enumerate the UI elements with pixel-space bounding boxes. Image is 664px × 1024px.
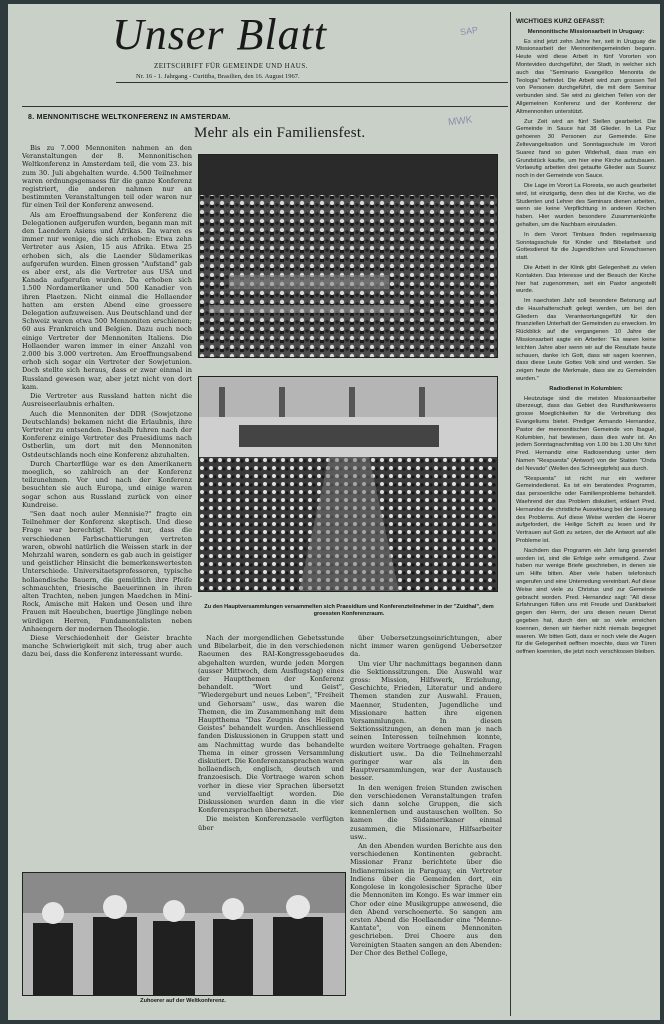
paragraph: Durch Charterflüge war es den Amerikanern moeglich, so zahlreich an der Konferenz teilzunehmen. Vor und nach der Konferenz besuchten sie auch Europa, und einige waren sogar schon aus Russland zurück von einer Kundreise. <box>22 459 192 509</box>
paragraph: Diese Verschiedenheit der Geister brachte manche Schwierigkeit mit sich, trug aber auch dazu bei, dass die Konferenz interessant wurde. <box>22 633 192 659</box>
sidebar-paragraph: Es sind jetzt zehn Jahre her, seit in Uruguay die Missionsarbeit der Mennonitengemeinden begann. Heute wird diese Arbeit in fünf Vororten von Montevideo durchgeführt, der Stadt, in welcher sich auch das "Seminario Evangélico Menonita de Teologia" befindet. Die Arbeit wird zum grossen Teil von Personen durchgeführt, die mit dem Seminar verbunden sind. Sie wird zu gleichen Teilen von der Allgemeinen Konferenz und der Konferenz der Altmennoniten unterstützt. <box>516 38 656 115</box>
article-headline: Mehr als ein Familiensfest. <box>194 125 366 141</box>
sidebar-section-title: Radiodienst in Kolumbien: <box>549 385 623 392</box>
paragraph: "Sen daat noch auler Mennisie?" fragte ein Teilnehmer der Konferenz skeptisch. Und diese Frage war berechtigt. Nicht nur, dass die verschiedenen Farbschattierungen vertreten waren, obwohl natürlich die Weissen stark in der Mehrzahl waren, sondern es gab auch in geistiger und geistlicher Hinsicht die bemerkenswertesten Unterschiede. Universitaetsprofessoren, typische hollaendische Bauern, die gemütlich ihre Pfeife schmauchten, friesische Baeuerinnen in ihren alten Trachten, neben jungen Maedchen in Mini-Rock, Amische mit Haken und Oesen und ihre Frauen mit Haeubchen, buertige Jünglinge neben würdigen Herren, Fundamentalisten neben Anhaengern der modernen Theologie. <box>22 509 192 633</box>
masthead-rule <box>116 82 508 83</box>
mwk-stamp: MWK <box>447 114 473 129</box>
paragraph: Als am Eroeffnungsabend der Konferenz die Delegationen aufgerufen wurden, begann man mit den Laendern Asiens und Afrikas. Da waren es immer nur wenige, die sich erhoben: Etwa zehn Vertreter aus Asien, 15 aus Afrika. Etwa 25 erhoben sich, als die Laender Südamerikas aufgerufen wurden. Einen grossen "Aufstand" gab es aber erst, als die Vertreter aus USA und Kanada aufgerufen wurden. Da erhoben sich 1.500 Nordamerikaner und 500 Kanadier von ihren Plaetzen. Nicht einmal die Hollaender hatten am ersten Abend eine groessere Delegation aufzuweisen. Aus Deutschland und der Schweiz waren etwa 500 Mennoniten erschienen; 60 aus Frankreich und Belgien. Dazu auch noch einige Vertreter der Mennoniten Italiens. Die Hollaender waren immer in einer Anzahl von 2.000 bis 3.000 vertreten. Am Eroeffnungsabend erhob sich sogar ein Vertreter der Sowjetunion. Doch stellte sich heraus, dass er zwar einmal in Russland gewesen war, aber jetzt nicht von dort kam. <box>22 210 192 391</box>
sidebar-section-title: Mennonitische Missionsarbeit in Uruguay: <box>527 28 645 35</box>
listeners-caption: Zuhoerer auf der Weltkonferenz. <box>140 998 226 1004</box>
article-column-3 <box>350 634 502 1014</box>
newspaper-page <box>8 4 660 1020</box>
sidebar-paragraph: Heutzutage sind die meisten Missionsarbeiter überzeugt, dass das Gebiet des Rundfunkwesens grosse Moeglichkeiten für die Verbreitung des Evangeliums bietet. Prediger Armando Hernandez, Pastor der mennonitischen Gemeinde von Ibagué, Kolumbien, hat bewiesen, dass dies wahr ist. An jedem Sonntagnachmittag von 1.00 bis 1.30 Uhr führt Pred. Hernandiz eine Radiosendung unter dem Namen "Respuesta" (Antwort) von der Station "Onda del Nevado" (Wellen des Schneegipfels) aus durch. <box>516 395 656 472</box>
column-divider <box>510 12 511 1016</box>
paragraph: über Uebersetzungseinrichtungen, aber nicht immer waren genügend Uebersetzer da. <box>350 634 502 659</box>
article-column-1 <box>22 144 192 864</box>
paragraph: Bis zu 7.000 Mennoniten nahmen an den Veranstaltungen der 8. Mennonitischen Weltkonferenz in Amsterdam teil, die vom 23. bis zum 30. Juli abgehalten wurde. 4.500 Teilnehmer waren ordnungsgemaess für die ganze Konferenz registriert, die anderen nahmen nur an bestimmten Veranstaltungen teil oder waren nur für einen Teil der Konferenz anwesend. <box>22 144 192 210</box>
sidebar-header: WICHTIGES KURZ GEFASST: <box>516 18 605 25</box>
zuidhal-image <box>199 377 497 591</box>
sidebar-paragraph: Nachdem das Programm ein Jahr lang gesendet worden ist, sind die Erfolge sehr ermutigend. Zwar haben nur wenige Briefe geschrieben, in denen sie um Hilfe bitten. Aber viele haben telefonisch angerufen und eine Unterredung vereinbart. Auf diese Weise sind viele zu Christus und zur Gemeinde gebracht worden. Pred. Hernandez sagt: "All diese Erfahrungen füllen uns mit Freude und Dankbarkeit gegen den Herrn, der uns diesen neuen Dienst gegeben hat, durch den wir so viele erreichen koennen, denen wir hierher nicht niemals begegnet waeren. Wir bitten Gott, dass er noch viele die Augen für die Gelegenheit oeffnen moechte, dass wir Türen oeffnen koennten, die jetzt noch verschlossen bleiben. <box>516 547 656 656</box>
masthead-title: Unser Blatt <box>112 10 328 59</box>
paragraph: Um vier Uhr nachmittags begannen dann die Sektionssitzungen. Die Auswahl war gross: Mission, Hilfswerk, Erziehung, Geschichte, Frieden, Literatur und andere Themen standen zur Auswahl. Frauen, Maenner, Studenten, Jugendliche und Missionare hatten ihre eigenen Versammlungen. In diesen Sektionssitzungen, an denen man je nach seinen Interessen teilnehmen konnte, wurden weitere Vortraege gehalten. Fragen diskutiert usw.. Da die Teilnehmerzahl geringer war als in den Hauptversammlungen, war der Austausch besser. <box>350 659 502 783</box>
paragraph: An den Abenden wurden Berichte aus den verschiedenen Kontinenten gebracht. Missionar Franz berichtete über die Indianermission in Paraguay, ein Vertreter Indiens über die Gemeinden dort, ein Kongolese in kongolesischer Sprache über die Mennoniten im Kongo. Es war immer ein Chor oder eine Musikgruppe anwesend, die den Abend verschoenerte. So sangen am ersten Abend die Hoellaender eine "Menno-Kantate", von einem Mennoniten geschrieben. Drei Choere aus den Vereinigten Staaten sangen an den Abenden: Der Chor des Bethel College, <box>350 842 502 957</box>
listeners-photo <box>22 872 346 996</box>
zuidhal-photo <box>198 376 498 592</box>
sidebar-paragraph: "Respuesta" ist nicht nur ein weiterer Gemeindedienst. Es ist ein beratendes Programm, das persoenliche oder Familienprobleme behandelt. Waehrend der das Problem diskutiert, erklaert Pred. Hernandez die christliche Auswirkung bei der Loesung des Problems. Auf diese Weise werden die Hoerer aufgefordert, die Heilige Schrift zu lesen und ihr Vertrauen auf Gott zu setzen, der die Antwort auf alle Probleme ist. <box>516 475 656 544</box>
masthead-subtitle: ZEITSCHRIFT FÜR GEMEINDE UND HAUS. <box>154 62 308 70</box>
sidebar-paragraph: Im naechsten Jahr soll besondere Betonung auf die Haushalterschaft gelegt werden, um bei den Gliedern das Verantwortungsgefühl für den finanziellen Unterhalt der Gemeinden zu erwecken. Im Rückblick auf die vergangenen 10 Jahre der Missionsarbeit sagte ein Arbeiter: "Es waren keine leichten Jahre aber wenn wir auf die Resultate heute schauen, danke ich Gott, dass wir sagen koennen, dass diese Leute Gottes Volk sind und werden. Sie zeigen heute die Merkmale, dass sie zu Gemeinden wurden." <box>516 298 656 383</box>
paragraph: In den wenigen freien Stunden zwischen den verschiedenen Veranstaltungen trafen sich dann solche Gruppen, die sich kennenlernen und austauschen wollten. So kamen die Südamerikaner einmal zusammen, die Missionare, Hilfsarbeiter usw.. <box>350 783 502 841</box>
section-rule <box>22 106 508 107</box>
news-sidebar <box>516 18 656 1020</box>
sidebar-paragraph: Die Lage im Vorort La Floresta, wo auch gearbeitet wird, ist einzigartig, denn dies ist die Kirche, wo die Studenten und Lehrer des Seminars dienen arbeiten, wenn sie keine Verpflichtung in anderen Kirchen haben. Hier wurden besondere Zusammenkünfte gehalten, um die Nachbarn einzuladen. <box>516 182 656 228</box>
listeners-image <box>23 873 345 995</box>
zuidhal-caption: Zu den Hauptversammlungen versammelten sich Praesidium und Konferenzteilnehmer in der "Zuidhal", dem groessten Konferenzraum. <box>204 604 494 617</box>
issue-line: Nr. 16 - 1. Jahrgang - Curitiba, Brasilien, den 16. August 1967. <box>136 73 300 80</box>
paragraph: Die Vertreter aus Russland hatten nicht die Ausreiseerlaubnis erhalten. <box>22 392 192 409</box>
masthead <box>112 10 412 60</box>
paragraph: Nach der morgendlichen Gebetsstunde und Bibelarbeit, die in den verschiedenen Raeumen des RAI-Kongressgebaeudes abgehalten wurden, wurde jeden Morgen (ausser Mittwoch, dem Ausflugstag) eines der Hauptthemen der Konferenz behandelt. "Wort und Geist", "Wiedergeburt und neues Leben", "Freiheit und Gehorsam" usw., das waren die Themen, die im Zusammenhang mit dem Hauptthema "Das Zeugnis des Heiligen Geistes" behandelt wurden. Anschliessend fanden Diskussionen in Gruppen statt und am Nachmittag wurde das behandelte Thema in einer grossen Versammlung diskutiert. Die Konferenzansprachen waren hollaendisch, englisch, deutsch und franzoesisch. Die Vortraege waren schon vorher in diese vier Sprachen übersetzt und vervielfaeltigt worden. Die Diskussionen wurden dann in die vier Konferenzsprachen übersetzt. <box>198 634 344 815</box>
sidebar-paragraph: In dem Vorort Timbues finden regelmaessig Sonntagsschule für Kinder und Bibelarbeit und Gottesdienst für die Jugendlichen und Erwachsenen statt. <box>516 231 656 262</box>
sidebar-paragraph: Die Arbeit in der Klinik gibt Gelegenheit zu vielen Kontakten. Das Interesse und der Besuch der Kirche hier hat zugenommen, seit ein Pastor angestellt wurde. <box>516 264 656 295</box>
sap-stamp: SAP <box>459 24 479 38</box>
article-column-2 <box>198 634 344 866</box>
sidebar-paragraph: Zur Zeit wird an fünf Stellen gearbeitet. Die Gemeinde in Sauce hat 38 Glieder. In La Paz gehoeren 30 Personen zur Gemeinde. Eine Zeltevangelisation und Sonntagsschule im Vorort Suarez fand so guten Widerhall, dass man ein Grundstück kaufte, um hier eine Kirche aufzubauen. Vorlaeufig arbeiten drei getaufte Glieder aus Suarez noch in der Gemeinde von Sauce. <box>516 118 656 180</box>
conference-hall-image <box>199 155 497 357</box>
conference-hall-photo <box>198 154 498 358</box>
section-heading: 8. MENNONITISCHE WELTKONFERENZ IN AMSTERDAM. <box>28 114 231 121</box>
paragraph: Auch die Mennoniten der DDR (Sowjetzone Deutschlands) bekamen nicht die Erlaubnis, ihre Vertreter zu entsenden. Deshalb fuhren nach der Konferenz einige Vertreter des Praesidiums nach Ostberlin, um dort mit den Mennoniten Ostdeutschlands noch eine Konferenz abzuhalten. <box>22 409 192 459</box>
paragraph: Die meisten Konferenzsaele verfügten über <box>198 815 344 832</box>
